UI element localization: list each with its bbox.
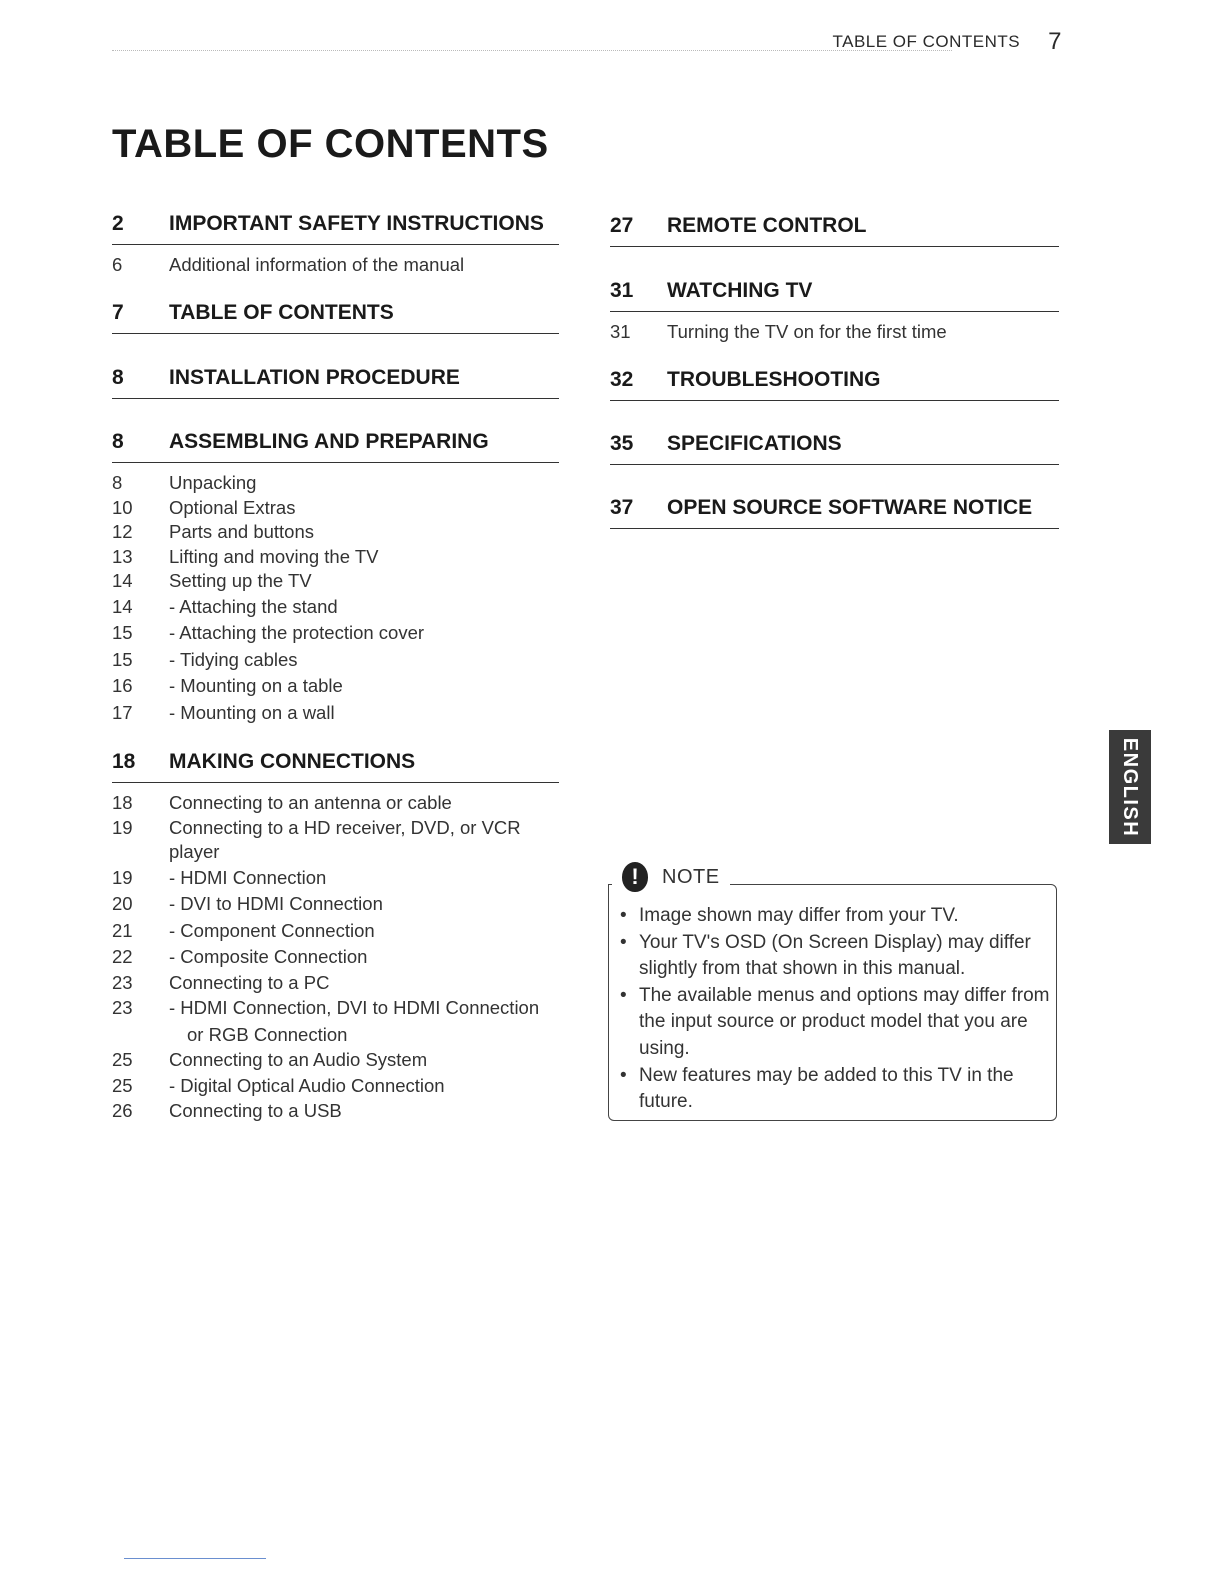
entry-page-number: 8: [112, 472, 123, 493]
entry-text: Turning the TV on for the first time: [667, 321, 947, 342]
running-header: [0, 28, 1062, 56]
toc-subentry[interactable]: [112, 918, 559, 945]
entry-page-number: 23: [112, 997, 133, 1018]
section-heading[interactable]: [610, 279, 1059, 312]
section-heading[interactable]: [610, 214, 1059, 247]
toc-section-watching: [610, 279, 1059, 345]
toc-section-troubleshooting: [610, 368, 1059, 401]
toc-section-remote: [610, 214, 1059, 247]
section-title: WATCHING TV: [667, 279, 813, 302]
toc-subentry[interactable]: [112, 944, 559, 971]
section-heading[interactable]: [112, 212, 559, 245]
entry-page-number: 23: [112, 971, 133, 993]
entry-page-number: 20: [112, 893, 133, 914]
toc-entry[interactable]: [112, 496, 559, 521]
section-heading[interactable]: [112, 750, 559, 783]
section-page-number: 31: [610, 279, 634, 302]
entry-text: - Composite Connection: [169, 946, 368, 967]
toc-section-safety: [112, 212, 559, 278]
toc-section-connections: [112, 750, 559, 1124]
toc-section-open-source: [610, 496, 1059, 529]
toc-subentry[interactable]: [112, 620, 559, 647]
exclamation-icon: !: [622, 862, 648, 892]
toc-subentry[interactable]: [112, 700, 559, 727]
note-item: • The available menus and options may differ from the input source or product model that you are using.: [620, 983, 1050, 1063]
entry-text: Connecting to a HD receiver, DVD, or VCR player: [169, 816, 521, 862]
entry-page-number: 25: [112, 1074, 133, 1096]
entry-text: Optional Extras: [169, 496, 296, 518]
section-title: REMOTE CONTROL: [667, 214, 867, 237]
section-heading[interactable]: [610, 368, 1059, 401]
section-title: IMPORTANT SAFETY INSTRUCTIONS: [169, 212, 544, 235]
section-title: TROUBLESHOOTING: [667, 368, 881, 391]
toc-section-contents: [112, 301, 559, 334]
entry-text: Parts and buttons: [169, 521, 315, 542]
language-tab-label: ENGLISH: [1119, 737, 1142, 837]
toc-entry[interactable]: [112, 1048, 559, 1073]
toc-entry[interactable]: [112, 791, 559, 816]
note-header: [612, 862, 730, 892]
toc-entry[interactable]: [112, 520, 559, 545]
header-rule: [112, 50, 952, 51]
section-entries: [610, 320, 1059, 345]
entry-text: Setting up the TV: [169, 570, 312, 591]
section-page-number: 35: [610, 432, 634, 455]
section-entries: [112, 471, 559, 726]
section-title: ASSEMBLING AND PREPARING: [169, 430, 489, 453]
entry-page-number: 16: [112, 675, 133, 696]
entry-text: - DVI to HDMI Connection: [169, 893, 383, 914]
entry-text: - HDMI Connection, DVI to HDMI Connection or RGB Connection: [169, 997, 540, 1045]
section-entries: [112, 253, 559, 278]
entry-page-number: 15: [112, 622, 133, 643]
entry-page-number: 15: [112, 648, 133, 670]
entry-text: Connecting to an antenna or cable: [169, 792, 452, 813]
entry-text: Additional information of the manual: [169, 254, 465, 275]
section-page-number: 37: [610, 496, 634, 519]
page-number: 7: [1048, 28, 1062, 55]
entry-text: - Component Connection: [169, 919, 375, 941]
entry-page-number: 6: [112, 254, 123, 275]
toc-entry[interactable]: [610, 320, 1059, 345]
toc-entry[interactable]: [112, 971, 559, 996]
entry-page-number: 31: [610, 321, 631, 342]
entry-text: Lifting and moving the TV: [169, 545, 379, 567]
section-page-number: 27: [610, 214, 634, 237]
section-entries: [112, 791, 559, 1124]
entry-page-number: 26: [112, 1100, 133, 1121]
entry-text: Connecting to a USB: [169, 1100, 342, 1121]
entry-text: Connecting to an Audio System: [169, 1049, 428, 1070]
section-page-number: 18: [112, 750, 136, 773]
entry-text: - Attaching the stand: [169, 595, 338, 617]
entry-page-number: 14: [112, 570, 133, 591]
entry-page-number: 12: [112, 521, 133, 542]
entry-page-number: 13: [112, 545, 133, 567]
toc-entry[interactable]: [112, 471, 559, 496]
note-item: • New features may be added to this TV in the future.: [620, 1063, 1050, 1116]
page-title: TABLE OF CONTENTS: [112, 122, 549, 166]
section-heading[interactable]: [112, 301, 559, 334]
toc-subentry[interactable]: [112, 594, 559, 621]
toc-subentry[interactable]: [112, 891, 559, 918]
section-title: SPECIFICATIONS: [667, 432, 842, 455]
entry-text: Unpacking: [169, 472, 257, 493]
section-page-number: 2: [112, 212, 124, 235]
section-title: INSTALLATION PROCEDURE: [169, 366, 460, 389]
entry-page-number: 10: [112, 496, 133, 518]
toc-section-assembling: [112, 430, 559, 726]
entry-text: - Mounting on a table: [169, 675, 343, 696]
section-page-number: 7: [112, 301, 124, 324]
section-title: TABLE OF CONTENTS: [169, 301, 394, 324]
section-heading[interactable]: [610, 432, 1059, 465]
section-heading[interactable]: [112, 366, 559, 399]
entry-page-number: 21: [112, 919, 133, 941]
note-label: NOTE: [662, 865, 720, 888]
toc-subentry[interactable]: [112, 647, 559, 674]
section-page-number: 8: [112, 366, 124, 389]
note-item: • Your TV's OSD (On Screen Display) may differ slightly from that shown in this manual.: [620, 930, 1050, 983]
toc-subentry[interactable]: [112, 995, 559, 1048]
toc-entry[interactable]: [112, 1099, 559, 1124]
entry-page-number: 25: [112, 1049, 133, 1070]
toc-entry[interactable]: [112, 569, 559, 594]
running-title: TABLE OF CONTENTS: [832, 32, 1021, 51]
toc-section-specifications: [610, 432, 1059, 465]
toc-subentry[interactable]: [112, 865, 559, 892]
section-page-number: 8: [112, 430, 124, 453]
toc-subentry[interactable]: [112, 1073, 559, 1100]
section-title: MAKING CONNECTIONS: [169, 750, 416, 773]
toc-entry[interactable]: [112, 816, 559, 865]
toc-entry[interactable]: [112, 253, 559, 278]
toc-subentry[interactable]: [112, 673, 559, 700]
entry-text: - Digital Optical Audio Connection: [169, 1074, 445, 1096]
entry-page-number: 19: [112, 866, 133, 888]
entry-text: - HDMI Connection: [169, 866, 327, 888]
section-heading[interactable]: [112, 430, 559, 463]
entry-text: - Tidying cables: [169, 648, 298, 670]
language-tab: [1109, 730, 1151, 844]
section-page-number: 32: [610, 368, 634, 391]
entry-text: Connecting to a PC: [169, 971, 330, 993]
footer-rule: [124, 1558, 266, 1559]
note-list: [620, 903, 1050, 1116]
note-item: • Image shown may differ from your TV.: [620, 903, 1050, 930]
entry-page-number: 22: [112, 946, 133, 967]
entry-page-number: 17: [112, 701, 133, 723]
entry-page-number: 14: [112, 595, 133, 617]
entry-text: - Attaching the protection cover: [169, 622, 425, 643]
toc-entry[interactable]: [112, 545, 559, 570]
toc-section-installation: [112, 366, 559, 399]
entry-page-number: 18: [112, 792, 133, 813]
entry-text: - Mounting on a wall: [169, 701, 335, 723]
section-heading[interactable]: [610, 496, 1059, 529]
section-title: OPEN SOURCE SOFTWARE NOTICE: [667, 496, 1033, 519]
entry-page-number: 19: [112, 816, 133, 838]
